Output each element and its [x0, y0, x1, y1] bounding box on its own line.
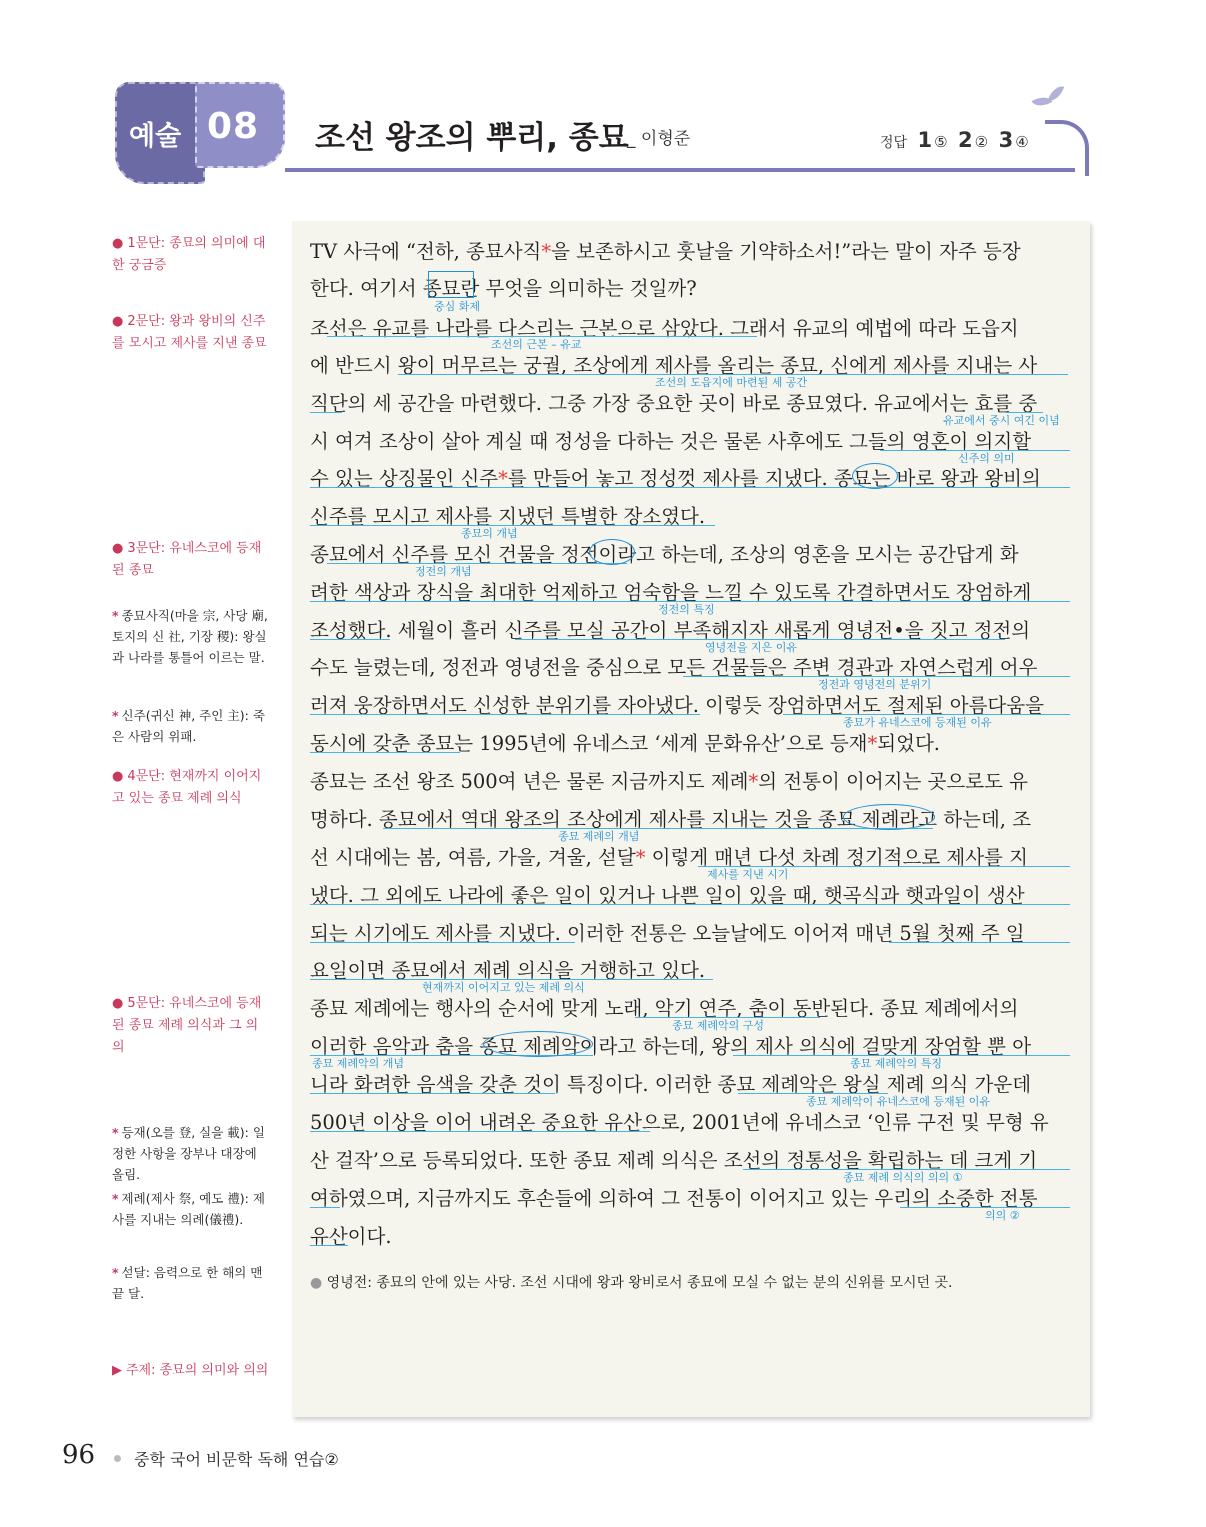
passage-footnote: ● 영녕전: 종묘의 안에 있는 사당. 조선 시대에 왕과 왕비로서 종묘에 모실 수 없는 분의 신위를 모시던 곳.	[310, 1275, 953, 1291]
passage-line: 종묘에서 신주를 모신 건물을 정전이라고 하는데, 조상의 영혼을 모시는 공간답게 화	[310, 543, 1019, 566]
header-rule-curve	[1045, 120, 1089, 176]
page-title: 조선 왕조의 뿌리, 종묘	[315, 120, 629, 156]
vocab-note: * 섣달: 음력으로 한 해의 맨 끝 달.	[112, 1265, 263, 1301]
keyword-circle	[852, 463, 898, 489]
passage-line: 여하였으며, 지금까지도 후손들에 의하여 그 전통이 이어지고 있는 우리의 소중한 전통	[310, 1187, 1038, 1210]
theme-summary: ▶ 주제: 종묘의 의미와 의의	[112, 1363, 269, 1378]
passage-line: 동시에 갖춘 종묘는 1995년에 유네스코 ‘세계 문화유산’으로 등재*되었다.	[310, 732, 940, 755]
annotation: 제사를 지낸 시기	[707, 868, 789, 881]
passage-line: 조성했다. 세월이 흘러 신주를 모실 공간이 부족해지자 새롭게 영녕전•을 짓고 정전의	[310, 619, 1031, 642]
keyword-circle	[483, 1031, 593, 1057]
passage-line: 직단의 세 공간을 마련했다. 그중 가장 중요한 곳이 바로 종묘였다. 유교에서는 효를 중	[310, 392, 1038, 415]
annotation: 정전의 개념	[415, 565, 472, 578]
passage-line: 종묘 제례에는 행사의 순서에 맞게 노래, 악기 연주, 춤이 동반된다. 종묘 제례에서의	[310, 997, 1019, 1020]
lesson-number-tab	[195, 82, 285, 168]
page-number: 96	[62, 1440, 96, 1470]
passage-line: 명하다. 종묘에서 역대 왕조의 조상에게 제사를 지내는 것을 종묘 제례라고 하는데, 조	[310, 808, 1032, 831]
header-rule	[285, 168, 1075, 172]
passage-line: 려한 색상과 장식을 최대한 억제하고 엄숙함을 느낄 수 있도록 간결하면서도 장엄하게	[310, 581, 1032, 604]
sidebar-paragraph-2: ● 2문단: 왕과 왕비의 신주를 모시고 제사를 지낸 종묘	[112, 314, 267, 351]
passage-line: 되는 시기에도 제사를 지냈다. 이러한 전통은 오늘날에도 이어져 매년 5월 첫째 주 일	[310, 922, 1025, 945]
vocab-note: * 종묘사직(마을 宗, 사당 廟, 토지의 신 社, 기장 稷): 왕실과 나라를 통틀어 이르는 말.	[112, 608, 268, 665]
passage-line: 산 걸작’으로 등록되었다. 또한 종묘 제례 의식은 조선의 정통성을 확립하는 데 크게 기	[310, 1149, 1038, 1172]
answer-label: 정답	[880, 135, 908, 151]
annotation: 정전과 영녕전의 분위기	[818, 678, 932, 691]
passage-line: 수 있는 상징물인 신주*를 만들어 놓고 정성껏 제사를 지냈다. 종묘는 바로 왕과 왕비의	[310, 467, 1041, 490]
annotation: 유교에서 중시 여긴 이념	[943, 414, 1060, 427]
annotation: 종묘 제례악이 유네스코에 등재된 이유	[806, 1095, 991, 1108]
annotation: 종묘가 유네스코에 등재된 이유	[843, 716, 992, 729]
sidebar-paragraph-3: ● 3문단: 유네스코에 등재된 종묘	[112, 541, 262, 578]
answer-choice: ②	[974, 133, 989, 151]
passage-line: 신주를 모시고 제사를 지냈던 특별한 장소였다.	[310, 505, 706, 528]
passage-line: TV 사극에 “전하, 종묘사직*을 보존하시고 훗날을 기약하소서!”라는 말이 자주 등장	[310, 240, 1021, 263]
answer-choice: ⑤	[934, 133, 948, 151]
answer-num: 1	[917, 128, 933, 152]
annotation: 정전의 특징	[658, 603, 715, 616]
annotation: 종묘 제례악의 개념	[312, 1057, 405, 1070]
vocab-note: * 신주(귀신 神, 주인 主): 죽은 사람의 위패.	[112, 708, 265, 744]
annotation: 조선의 도읍지에 마련된 세 공간	[655, 376, 808, 389]
sidebar-paragraph-5: ● 5문단: 유네스코에 등재된 종묘 제례 의식과 그 의의	[112, 996, 262, 1055]
passage-line: 냈다. 그 외에도 나라에 좋은 일이 있거나 나쁜 일이 있을 때, 햇곡식과 햇과일이 생산	[310, 884, 1025, 907]
annotation: 종묘 제례의 개념	[558, 830, 640, 843]
lesson-header	[115, 82, 1090, 182]
category-label: 예술	[129, 121, 182, 152]
annotation: 종묘 제례악의 특징	[850, 1057, 943, 1070]
sidebar-paragraph-1: ● 1문단: 종묘의 의미에 대한 궁금증	[112, 236, 266, 273]
annotation: 종묘 제례 의식의 의의 ①	[843, 1171, 963, 1184]
lesson-number: 08	[207, 106, 260, 147]
vocab-note: * 제례(제사 祭, 예도 禮): 제사를 지내는 의례(儀禮).	[112, 1191, 265, 1227]
passage-line: 이러한 음악과 춤을 종묘 제례악이라고 하는데, 왕의 제사 의식에 걸맞게 장엄할 뿐 아	[310, 1035, 1032, 1058]
answer-choice: ④	[1015, 133, 1029, 151]
annotation: 현재까지 이어지고 있는 제례 의식	[422, 981, 585, 994]
passage-line: 조선은 유교를 나라를 다스리는 근본으로 삼았다. 그래서 유교의 예법에 따라 도읍지	[310, 317, 1019, 340]
keyword-circle	[589, 539, 635, 565]
category-tab	[115, 82, 205, 184]
annotation: 영녕전을 지은 이유	[705, 641, 798, 654]
passage-line: 종묘는 조선 왕조 500여 년은 물론 지금까지도 제례*의 전통이 이어지는 곳으로도 유	[310, 770, 1028, 793]
annotation: 의의 ②	[985, 1209, 1020, 1222]
passage-line: 요일이면 종묘에서 제례 의식을 거행하고 있다.	[310, 959, 706, 982]
annotation: 중심 화제	[434, 300, 481, 313]
keyword-circle	[843, 804, 935, 830]
author: _ 이형준	[627, 129, 691, 149]
annotation: 신주의 의미	[958, 452, 1015, 465]
answer-num: 2	[958, 128, 973, 152]
answer-key	[880, 128, 1029, 152]
annotation: 조선의 근본 – 유교	[491, 338, 582, 351]
passage-line: 러져 웅장하면서도 신성한 분위기를 자아냈다. 이렇듯 장엄하면서도 절제된 아름다움을	[310, 694, 1044, 717]
passage-line: 500년 이상을 이어 내려온 중요한 유산으로, 2001년에 유네스코 ‘인류 구전 및 무형 유	[310, 1111, 1049, 1134]
passage-line: 에 반드시 왕이 머무르는 궁궐, 조상에게 제사를 올리는 종묘, 신에게 제사를 지내는 사	[310, 354, 1038, 377]
passage-line: 한다. 여기서 종묘란 무엇을 의미하는 것일까?	[310, 277, 697, 300]
answer-num: 3	[998, 128, 1014, 152]
passage-line: 시 여겨 조상이 살아 계실 때 정성을 다하는 것은 물론 사후에도 그들의 영혼이 의지할	[310, 430, 1032, 453]
vocab-note: * 등재(오를 登, 실을 載): 일정한 사항을 장부나 대장에 올림.	[112, 1125, 265, 1182]
keyword-box	[428, 271, 474, 298]
passage-line: 유산이다.	[310, 1225, 392, 1248]
passage-line: 니라 화려한 음색을 갖춘 것이 특징이다. 이러한 종묘 제례악은 왕실 제례 의식 가운데	[310, 1073, 1032, 1096]
sidebar-paragraph-4: ● 4문단: 현재까지 이어지고 있는 종묘 제례 의식	[112, 769, 262, 806]
bullet-icon	[114, 1455, 121, 1462]
passage-line: 수도 늘렸는데, 정전과 영녕전을 중심으로 모든 건물들은 주변 경관과 자연스럽게 어우	[310, 656, 1038, 679]
annotation: 종묘 제례악의 구성	[672, 1019, 765, 1032]
annotation: 종묘의 개념	[461, 527, 518, 540]
passage-line: 선 시대에는 봄, 여름, 가을, 겨울, 섣달* 이렇게 매년 다섯 차례 정기적으로 제사를 지	[310, 846, 1028, 869]
book-title: 중학 국어 비문학 독해 연습②	[134, 1450, 339, 1469]
